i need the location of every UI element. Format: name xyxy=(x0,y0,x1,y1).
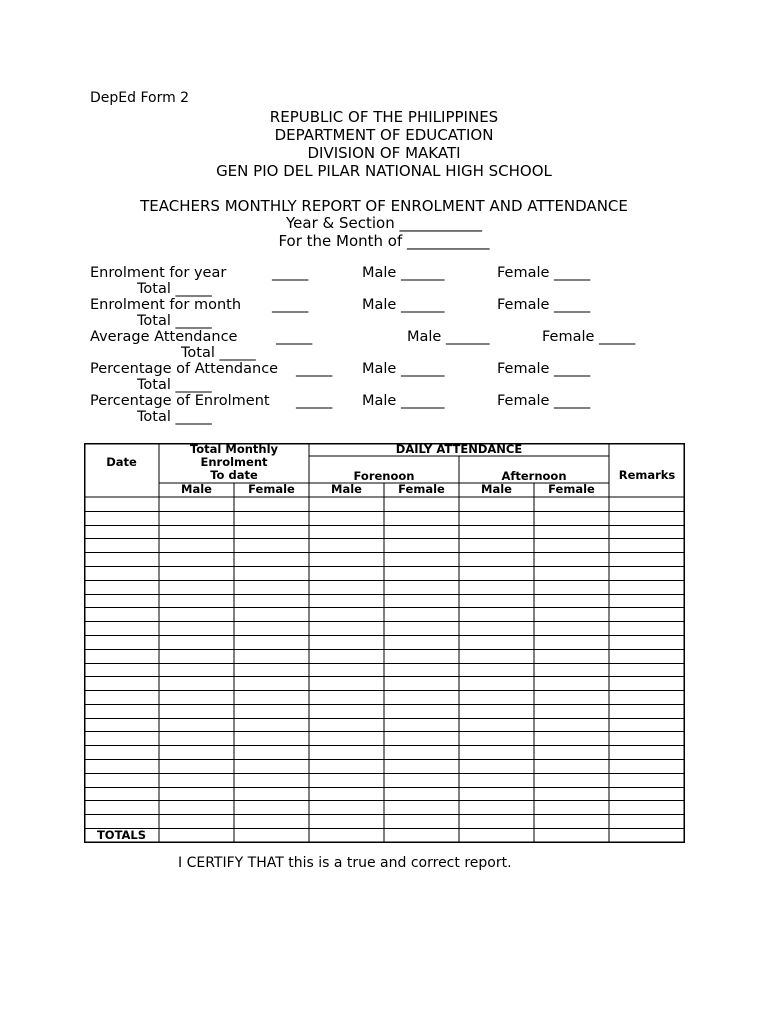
male-header: Male xyxy=(331,482,362,496)
republic-heading: REPUBLIC OF THE PHILIPPINES xyxy=(269,108,499,126)
female-header: Female xyxy=(548,482,595,496)
stat-blank: _____ xyxy=(272,297,309,313)
stat-male: Male ______ xyxy=(362,361,445,377)
stat-blank: _____ xyxy=(272,265,309,281)
table-grid xyxy=(84,443,685,843)
stat-blank: _____ xyxy=(296,361,333,377)
stat-male: Male ______ xyxy=(407,329,490,345)
stat-male: Male ______ xyxy=(362,393,445,409)
totals-label: TOTALS xyxy=(96,828,147,842)
form-label: DepEd Form 2 xyxy=(90,90,190,106)
male-header: Male xyxy=(181,482,212,496)
stat-total: Total _____ xyxy=(181,345,256,361)
stat-blank: _____ xyxy=(276,329,313,345)
stat-label: Average Attendance xyxy=(90,329,238,345)
forenoon-header: Forenoon xyxy=(353,469,415,483)
afternoon-header: Afternoon xyxy=(501,469,567,483)
report-title: TEACHERS MONTHLY REPORT OF ENROLMENT AND ATTENDANCE xyxy=(140,197,628,215)
male-header: Male xyxy=(481,482,512,496)
stat-total: Total _____ xyxy=(137,409,212,425)
total-monthly-header: Total Monthly Enrolment To date xyxy=(189,442,279,482)
department-heading: DEPARTMENT OF EDUCATION xyxy=(274,126,494,144)
stat-female: Female _____ xyxy=(542,329,636,345)
date-header: Date xyxy=(106,455,137,469)
stat-total: Total _____ xyxy=(137,313,212,329)
stat-label: Enrolment for year xyxy=(90,265,227,281)
certification-statement: I CERTIFY THAT this is a true and correct report. xyxy=(178,855,512,871)
female-header: Female xyxy=(248,482,295,496)
stat-blank: _____ xyxy=(296,393,333,409)
school-heading: GEN PIO DEL PILAR NATIONAL HIGH SCHOOL xyxy=(216,162,552,180)
stat-female: Female _____ xyxy=(497,361,591,377)
stat-female: Female _____ xyxy=(497,393,591,409)
attendance-table xyxy=(84,443,685,843)
female-header: Female xyxy=(398,482,445,496)
stat-label: Percentage of Attendance xyxy=(90,361,279,377)
stat-female: Female _____ xyxy=(497,297,591,313)
stat-total: Total _____ xyxy=(137,377,212,393)
year-section-field: Year & Section ___________ xyxy=(286,214,482,232)
stat-total: Total _____ xyxy=(137,281,212,297)
stat-label: Enrolment for month xyxy=(90,297,242,313)
daily-attendance-header: DAILY ATTENDANCE xyxy=(395,442,523,456)
stat-female: Female _____ xyxy=(497,265,591,281)
remarks-header: Remarks xyxy=(618,468,676,482)
stat-label: Percentage of Enrolment xyxy=(90,393,270,409)
division-heading: DIVISION OF MAKATI xyxy=(307,144,461,162)
stat-male: Male ______ xyxy=(362,297,445,313)
month-field: For the Month of ___________ xyxy=(278,232,490,250)
stat-male: Male ______ xyxy=(362,265,445,281)
